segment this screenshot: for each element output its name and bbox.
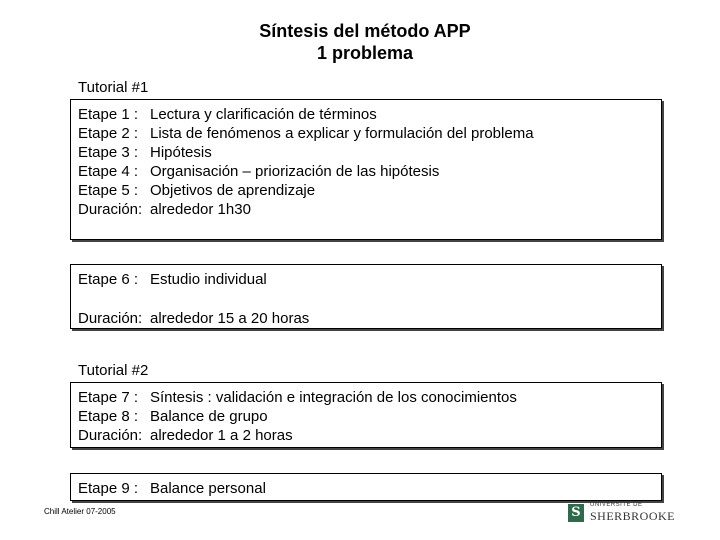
logo-big-text: SHERBROOKE [590, 509, 676, 523]
logo-mark-icon: S [568, 504, 584, 522]
footer-credit: Chill Atelier 07-2005 [44, 507, 116, 516]
etape-6-duration-row: Duración: alrededor 15 a 20 horas [78, 310, 310, 327]
tutorial-2-row: Etape 8 : Balance de grupo [78, 408, 268, 425]
logo-small-text: UNIVERSITÉ DE [590, 502, 643, 508]
university-logo [568, 502, 676, 524]
tutorial-1-row: Duración: alrededor 1h30 [78, 201, 251, 218]
title-line-2: 1 problema [316, 43, 414, 63]
tutorial-2-row: Etape 7 : Síntesis : validación e integración de los conocimientos [78, 389, 517, 406]
tutorial-2-label: Tutorial #2 [78, 362, 149, 379]
page-title [0, 20, 720, 64]
tutorial-1-row: Etape 5 : Objetivos de aprendizaje [78, 182, 316, 199]
tutorial-1-row: Etape 3 : Hipótesis [78, 144, 212, 161]
etape-6-row: Etape 6 : Estudio individual [78, 271, 267, 288]
tutorial-1-row: Etape 4 : Organisación – priorización de las hipótesis [78, 163, 440, 180]
title-line-1: Síntesis del método APP [259, 21, 471, 41]
tutorial-1-row: Etape 1 : Lectura y clarificación de términos [78, 106, 377, 123]
etape-9-row: Etape 9 : Balance personal [78, 480, 266, 497]
tutorial-1-row: Etape 2 : Lista de fenómenos a explicar y formulación del problema [78, 125, 534, 142]
tutorial-1-label: Tutorial #1 [78, 79, 149, 96]
tutorial-2-row: Duración: alrededor 1 a 2 horas [78, 427, 293, 444]
